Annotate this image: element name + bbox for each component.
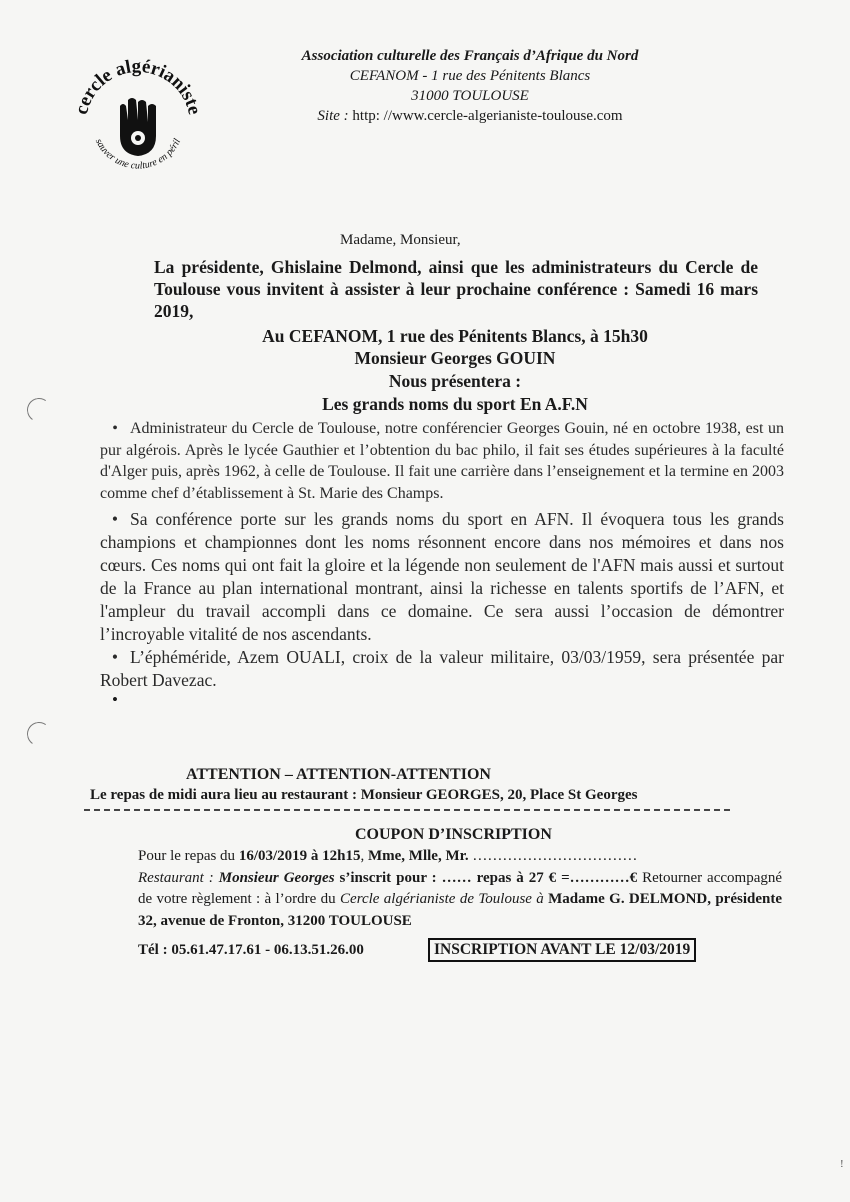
bullet: •: [112, 420, 118, 437]
speaker-bio-text: Administrateur du Cercle de Toulouse, notre conférencier Georges Gouin, né en octobre 1938, est un pur algérois. Après le lycée Gauthier et l’obtention du bac philo, il fait ses études supérieures à la faculté d'Alger puis, après 1962, à celle de Toulouse. Il fait une carrière dans l’enseignement et la termine en 2003 comme chef d’établissement à St. Marie des Champs.: [100, 420, 784, 502]
logo-arc-text: cercle algérianiste: [71, 55, 205, 117]
website-line: [250, 106, 690, 126]
conference-topic: Les grands noms du sport En A.F.N: [322, 394, 588, 414]
phone-numbers: Tél : 05.61.47.17.61 - 06.13.51.26.00: [138, 942, 364, 958]
lunch-notice: Le repas de midi aura lieu au restaurant : Monsieur GEORGES, 20, Place St Georges: [90, 787, 638, 803]
conference-description-text: Sa conférence porte sur les grands noms du sport en AFN. Il évoquera tous les grands champions et championnes dont les noms résonnent encore dans nos mémoires et dans nos cœurs. Ces noms qui ont fait la gloire et la légende non seulement de l'AFN mais aussi et surtout de la France au plan international montrant, ainsi la richesse en talents sportifs de l’AFN, et l'ampleur du travail accompli dans ce domaine. Ce sera aussi l’occasion de démontrer l’incroyable vitalité de nos ascendants.: [100, 509, 784, 644]
attention-heading: ATTENTION – ATTENTION-ATTENTION: [186, 766, 491, 783]
ephemeris-text: L’éphéméride, Azem OUALI, croix de la valeur militaire, 03/03/1959, sera présentée par Robert Davezac.: [100, 647, 784, 690]
speaker-bio-paragraph: [100, 418, 784, 504]
speaker-name: Monsieur Georges GOUIN: [354, 348, 556, 368]
address-line-1: CEFANOM - 1 rue des Pénitents Blancs: [349, 68, 591, 84]
invitation-intro: La présidente, Ghislaine Delmond, ainsi que les administrateurs du Cercle de Toulouse vous invitent à assister à leur prochaine conférence : Samedi 16 mars 2019,: [154, 257, 758, 321]
organization-name: Association culturelle des Français d’Afrique du Nord: [301, 48, 639, 64]
logo-bottom-text: sauver une culture en péril: [92, 137, 184, 172]
address-line-2: 31000 TOULOUSE: [411, 88, 529, 104]
salutation: Madame, Monsieur,: [340, 232, 461, 248]
coupon-text: Pour le repas du: [138, 848, 239, 864]
presents-line: Nous présentera :: [388, 371, 522, 391]
hand-icon: [120, 98, 156, 156]
payee-name: Cercle algérianiste de Toulouse à: [340, 891, 544, 907]
restaurant-label: Restaurant :: [138, 869, 219, 886]
civility-options: Mme, Mlle, Mr.: [368, 848, 469, 864]
return-address: Madame G. DELMOND, présidente 32, avenue de Fronton, 31200 TOULOUSE: [138, 891, 782, 929]
conference-description-paragraph: [100, 508, 784, 646]
ephemeris-paragraph: [100, 646, 784, 692]
registration-coupon-text: [138, 846, 782, 932]
website-label: Site :: [317, 108, 349, 124]
empty-bullet: •: [112, 690, 118, 709]
venue-line: Au CEFANOM, 1 rue des Pénitents Blancs, à 15h30: [262, 326, 648, 346]
restaurant-name: Monsieur Georges: [218, 869, 335, 886]
website-link[interactable]: http: //www.cercle-algerianiste-toulouse.com: [352, 108, 623, 124]
meal-count-fill-in[interactable]: s’inscrit pour : …… repas à 27 € =…………€: [334, 869, 638, 886]
punch-hole: [25, 396, 53, 424]
bullet: •: [111, 647, 119, 667]
punch-hole: [25, 720, 53, 748]
coupon-text: Retourner accompagné de votre règlement : à l’ordre du: [138, 869, 783, 907]
meal-date: 16/03/2019 à 12h15: [238, 848, 361, 864]
registration-deadline-box: INSCRIPTION AVANT LE 12/03/2019: [428, 938, 696, 962]
bullet: •: [111, 509, 119, 529]
letterhead: [250, 46, 690, 126]
scan-mark: !: [840, 1158, 844, 1170]
cut-line-divider: [84, 809, 730, 811]
association-logo: [68, 44, 208, 184]
coupon-text: ,: [360, 848, 368, 864]
coupon-title: COUPON D’INSCRIPTION: [355, 826, 552, 843]
name-fill-in-blank[interactable]: ……………………………: [468, 848, 638, 864]
